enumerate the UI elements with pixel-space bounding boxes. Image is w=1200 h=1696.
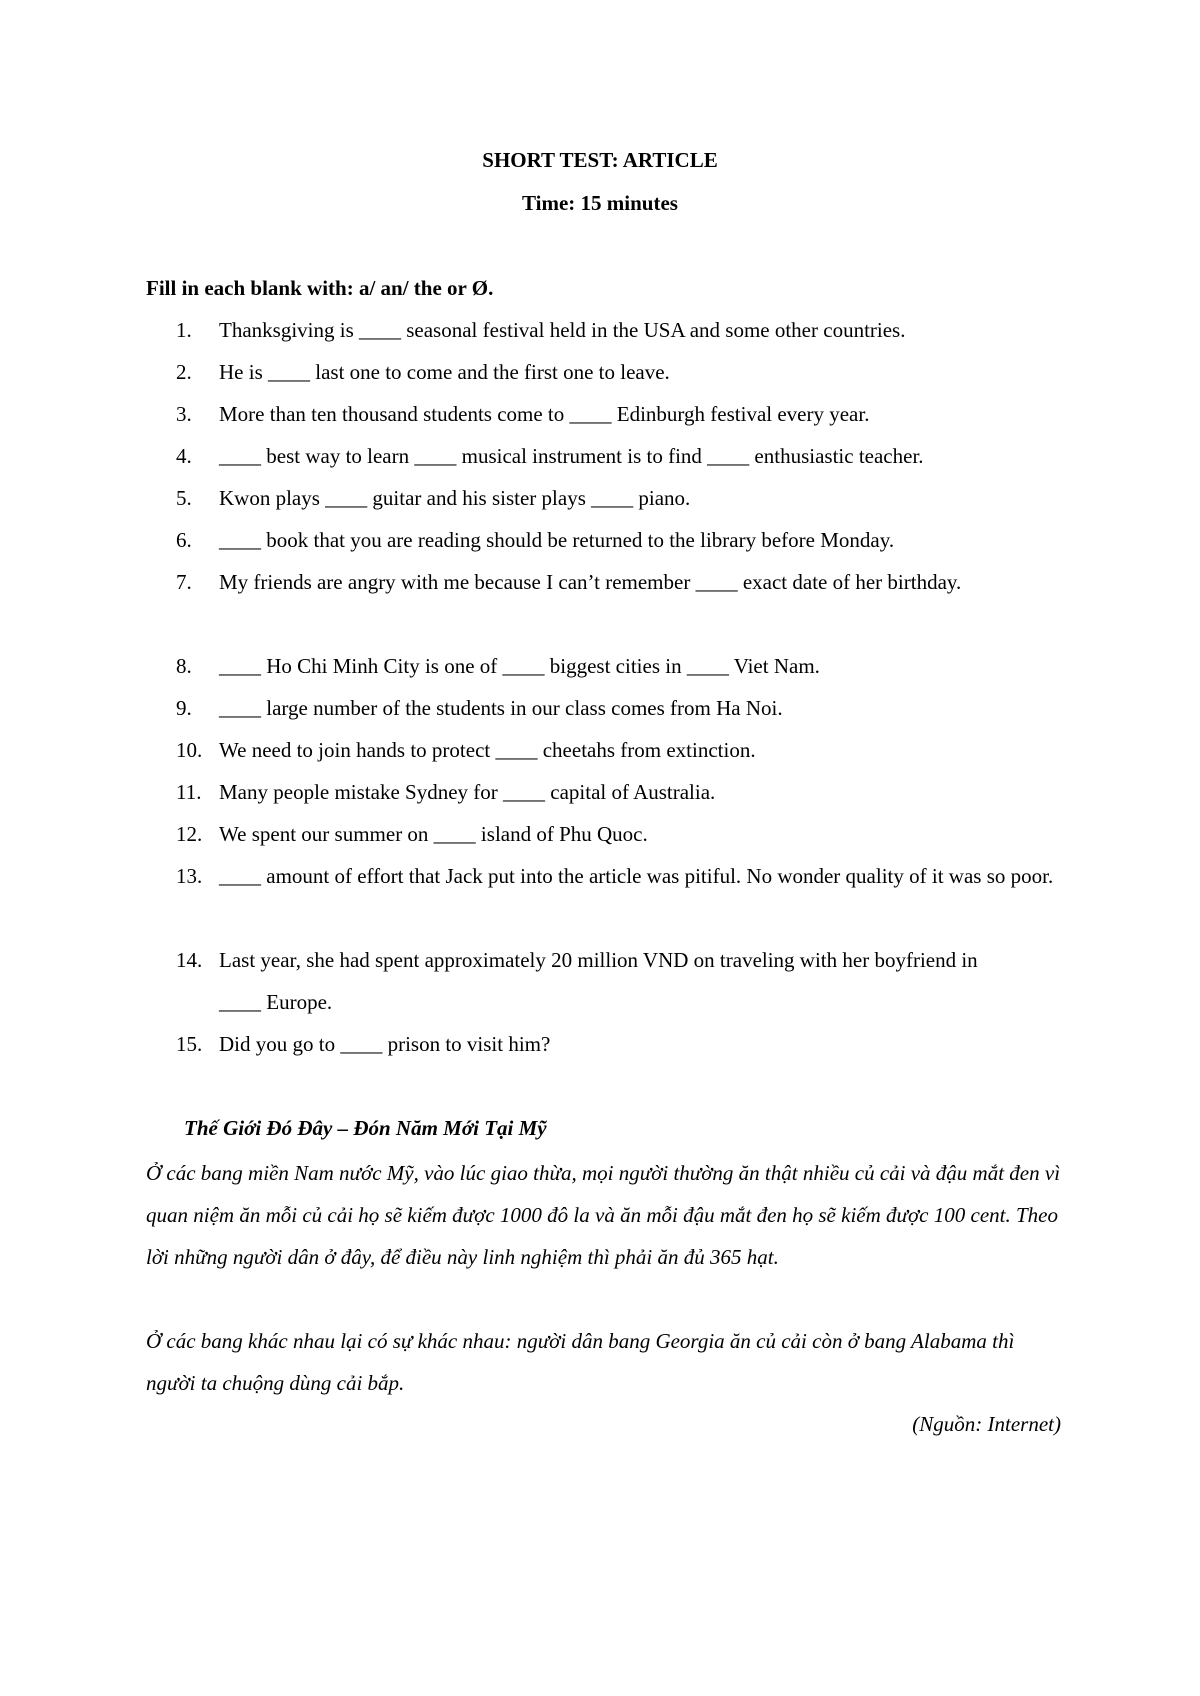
story-paragraph: Ở các bang miền Nam nước Mỹ, vào lúc giao thừa, mọi người thường ăn thật nhiều củ cải và đậu mắt đen vì quan niệm ăn mỗi củ cải họ sẽ kiếm được 1000 đô la và ăn mỗi đậu mắt đen họ sẽ kiếm được 100 cent. Theo lời những người dân ở đây, để điều này linh nghiệm thì phải ăn đủ 365 hạt. [146,1161,1061,1269]
question-text: Last year, she had spent approximately 20 million VND on traveling with her boyfriend in ____ Europe. [219,948,978,1014]
question-number: 10. [176,738,203,762]
question-number: 6. [176,528,192,552]
story-title: Thế Giới Đó Đây – Đón Năm Mới Tại Mỹ [184,1116,547,1140]
question-number: 7. [176,570,192,594]
source-credit: (Nguồn: Internet) [912,1412,1061,1436]
question-text: ____ book that you are reading should be returned to the library before Monday. [219,528,895,552]
question-number: 1. [176,318,192,342]
story-paragraph: Ở các bang khác nhau lại có sự khác nhau: người dân bang Georgia ăn củ cải còn ở bang Alabama thì người ta chuộng dùng cải bắp. [146,1329,1015,1395]
question-number: 14. [176,948,203,972]
question-text: Did you go to ____ prison to visit him? [219,1032,551,1056]
question-number: 8. [176,654,192,678]
question-number: 5. [176,486,192,510]
page-title: SHORT TEST: ARTICLE [482,148,718,172]
question-text: We need to join hands to protect ____ cheetahs from extinction. [219,738,756,762]
question-text: We spent our summer on ____ island of Phu Quoc. [219,822,648,846]
question-number: 3. [176,402,192,426]
question-text: Thanksgiving is ____ seasonal festival held in the USA and some other countries. [219,318,906,342]
question-number: 13. [176,864,203,888]
question-text: Many people mistake Sydney for ____ capital of Australia. [219,780,716,804]
question-text: My friends are angry with me because I can’t remember ____ exact date of her birthday. [219,570,962,594]
question-number: 11. [176,780,202,804]
question-text: ____ large number of the students in our class comes from Ha Noi. [219,696,783,720]
question-text: More than ten thousand students come to ____ Edinburgh festival every year. [219,402,870,426]
time-limit: Time: 15 minutes [522,191,678,215]
question-number: 4. [176,444,192,468]
question-text: ____ Ho Chi Minh City is one of ____ biggest cities in ____ Viet Nam. [219,654,820,678]
question-text: Kwon plays ____ guitar and his sister plays ____ piano. [219,486,691,510]
question-text: He is ____ last one to come and the first one to leave. [219,360,670,384]
question-number: 2. [176,360,192,384]
question-text: ____ best way to learn ____ musical instrument is to find ____ enthusiastic teacher. [219,444,924,468]
question-text: ____ amount of effort that Jack put into the article was pitiful. No wonder quality of it was so poor. [219,864,1054,888]
question-number: 9. [176,696,192,720]
question-number: 15. [176,1032,203,1056]
question-number: 12. [176,822,203,846]
instruction: Fill in each blank with: a/ an/ the or Ø. [146,276,494,300]
